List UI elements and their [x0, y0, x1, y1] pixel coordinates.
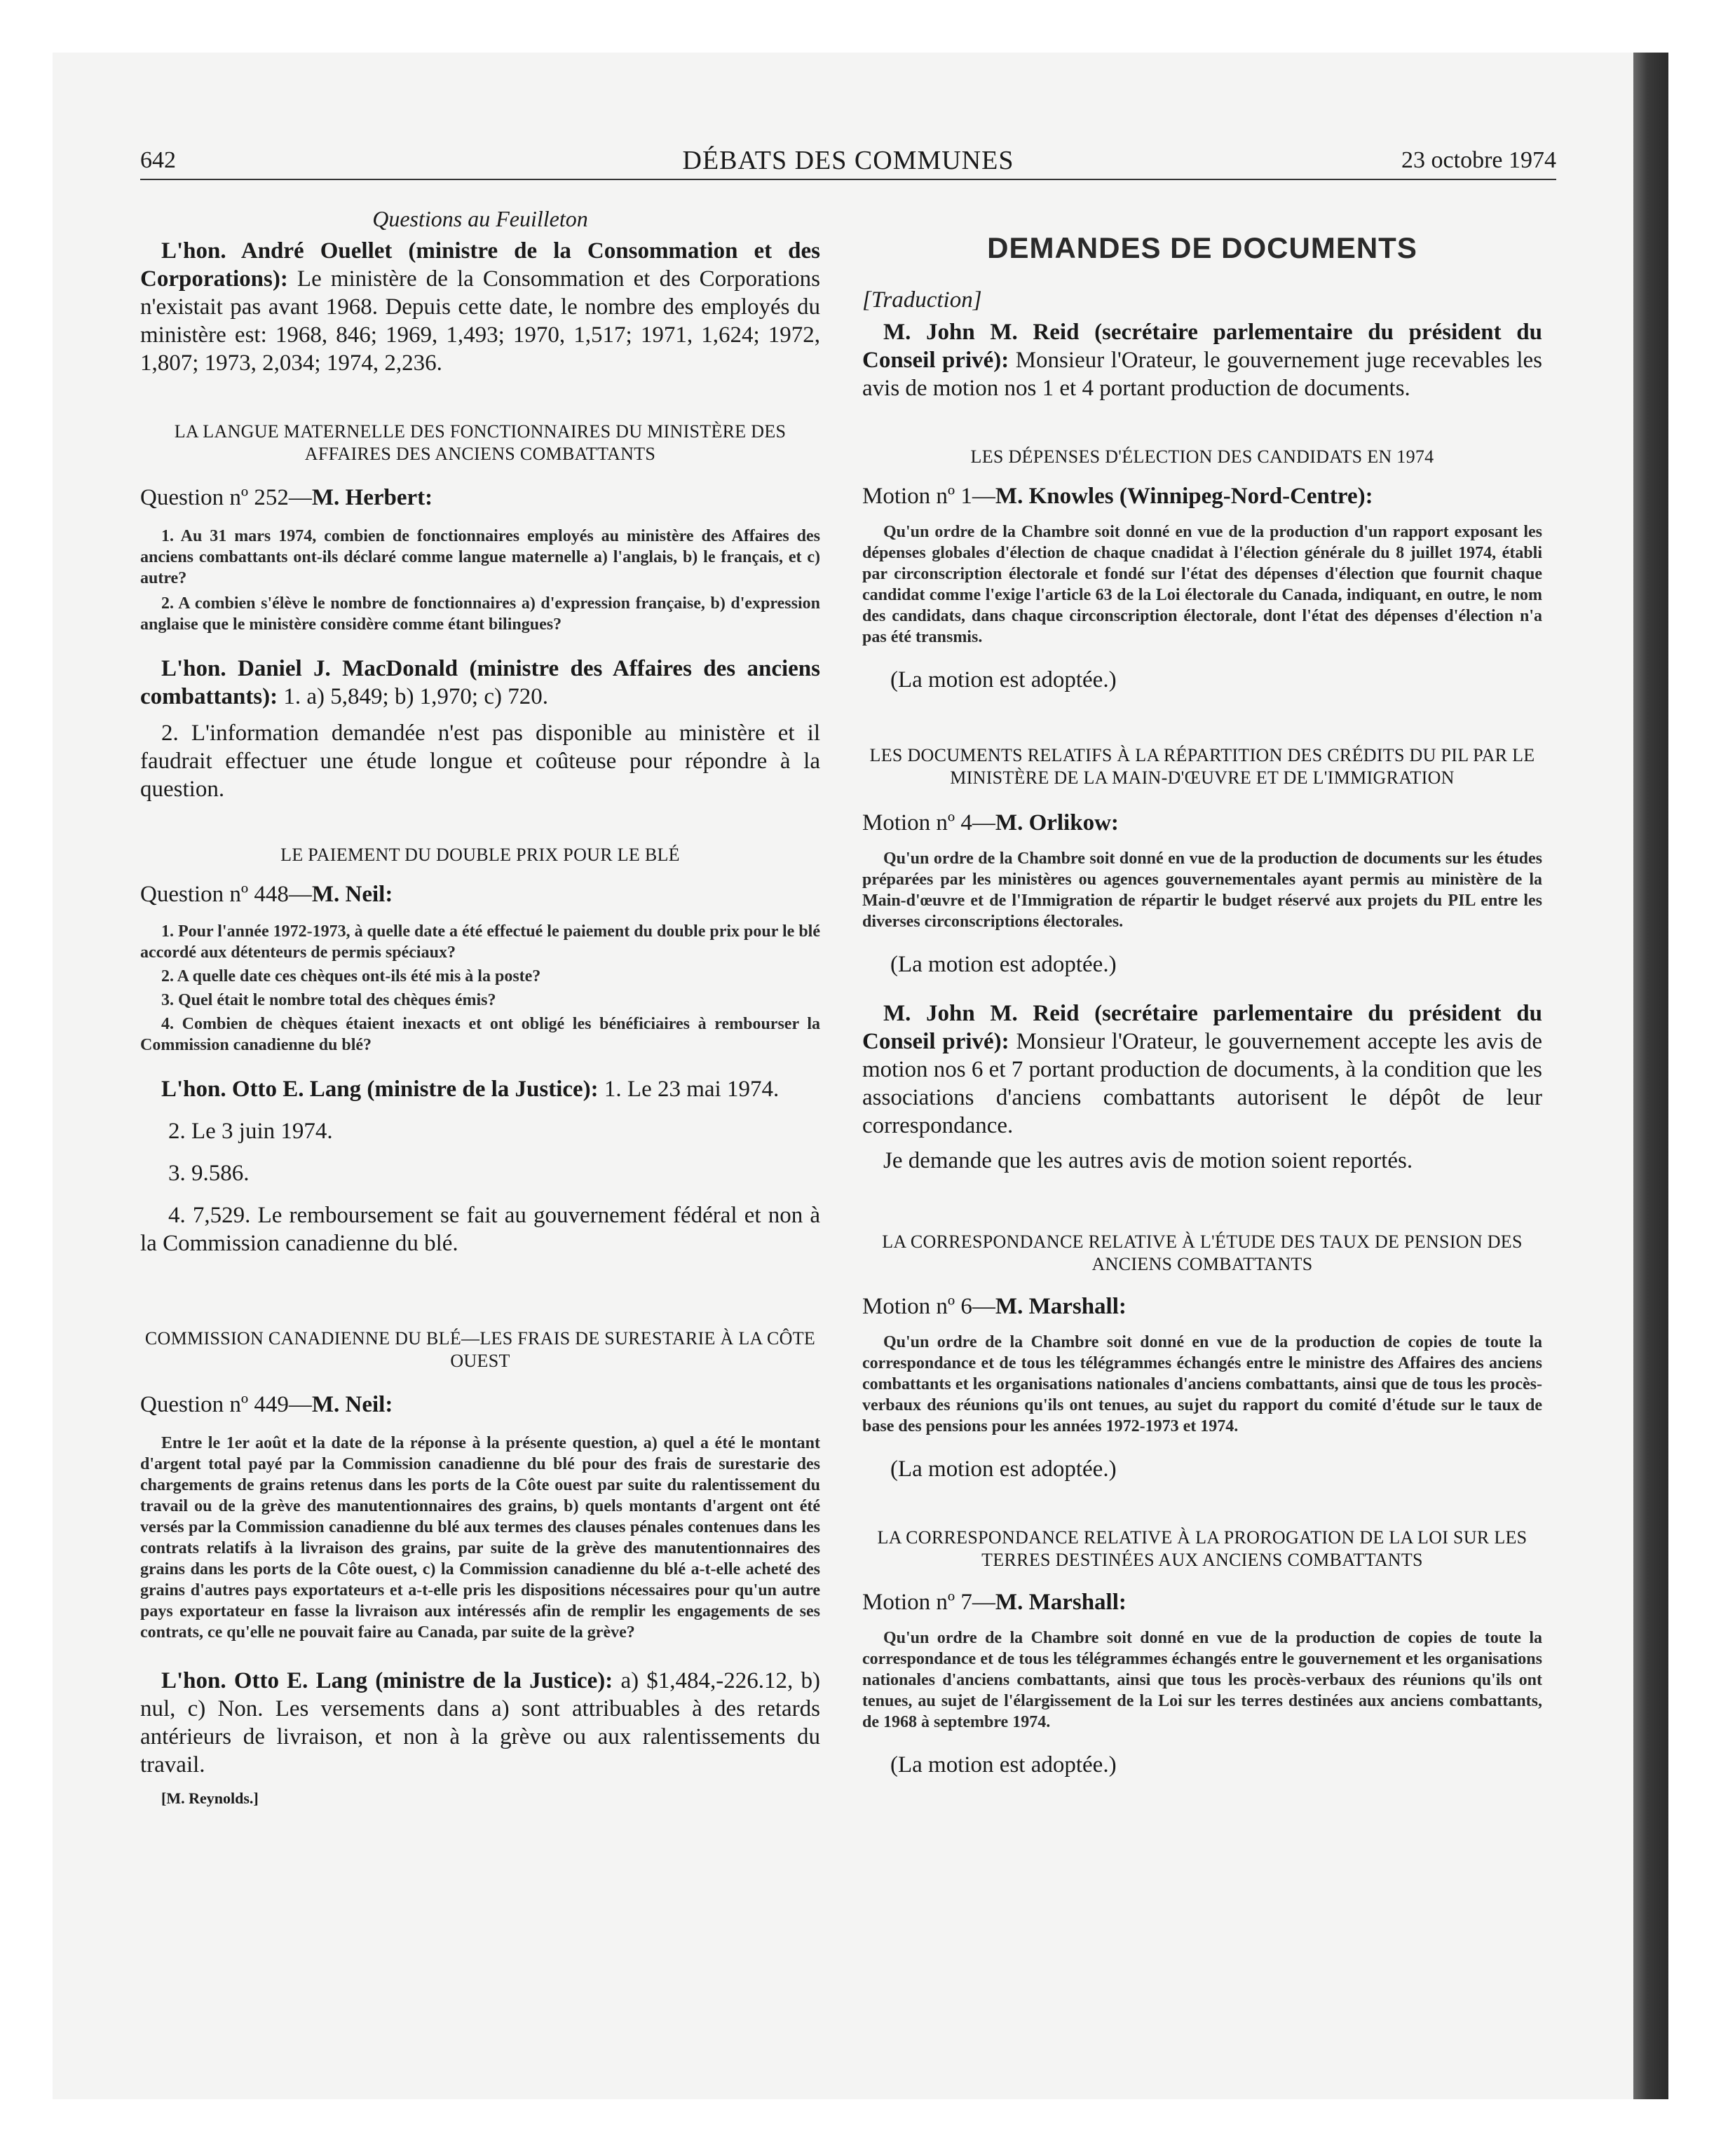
page-number: 642 — [140, 147, 176, 173]
speaker: M. John M. Reid (secrétaire parlementaire du président du Conseil privé): — [862, 320, 1542, 373]
motion-1-heading: Motion nº 1—M. Knowles (Winnipeg-Nord-Centre): — [862, 484, 1373, 509]
question-448-part-3: 3. Quel était le nombre total des chèques émis? — [161, 991, 496, 1009]
speaker: L'hon. André Ouellet (ministre de la Consommation et des Corporations): — [140, 238, 820, 292]
scan-edge-shadow — [1633, 53, 1668, 2099]
question-448-title: LE PAIEMENT DU DOUBLE PRIX POUR LE BLÉ — [280, 845, 680, 865]
reid-statement-2: M. John M. Reid (secrétaire parlementaire du président du Conseil privé): Monsieur l'Orateur, le gouvernement accepte les avis de motion nos 6 et 7 portant production de documents, à la condition que les associations d'anciens combattants autorisent le dépôt de leur correspondance. — [862, 1001, 1542, 1138]
motion-1-title: LES DÉPENSES D'ÉLECTION DES CANDIDATS EN 1974 — [970, 446, 1434, 467]
ouellet-answer: L'hon. André Ouellet (ministre de la Consommation et des Corporations): Le ministère de la Consommation et des Corporations n'existait pas avant 1968. Depuis cette date, le nombre des employés du ministère est: 1968, 846; 1969, 1,493; 1970, 1,517; 1971, 1,624; 1972, 1,807; 1973, 2,034; 1974, 2,236. — [140, 238, 820, 376]
main-section-title: DEMANDES DE DOCUMENTS — [987, 231, 1417, 264]
lang-answer-1-part-2: 2. Le 3 juin 1974. — [168, 1119, 333, 1144]
question-252-heading: Question nº 252—M. Herbert: — [140, 485, 433, 510]
motion-6-heading: Motion nº 6—M. Marshall: — [862, 1294, 1127, 1319]
question-448-part-4: 4. Combien de chèques étaient inexacts et ont obligé les bénéficiaires à rembourser la Commission canadienne du blé? — [140, 1015, 820, 1054]
motion-7-title: LA CORRESPONDANCE RELATIVE À LA PROROGATION DE LA LOI SUR LES TERRES DESTINÉES AUX ANCIENS COMBATTANTS — [877, 1527, 1528, 1570]
speaker: L'hon. Otto E. Lang (ministre de la Justice): — [161, 1077, 599, 1102]
reid-statement-1: M. John M. Reid (secrétaire parlementaire du président du Conseil privé): Monsieur l'Orateur, le gouvernement juge recevables les avis de motion nos 1 et 4 portant production de documents. — [862, 320, 1542, 401]
motion-7-text: Qu'un ordre de la Chambre soit donné en vue de la production de copies de toute la correspondance et de tous les télégrammes échangés entre le gouvernement et les organisations nationales d'anciens combattants, ainsi que tous les procès-verbaux des réunions qu'ils ont tenues, au sujet de l'élargissement de la Loi sur les terres destinées aux anciens combattants, de 1968 à septembre 1974. — [862, 1629, 1542, 1731]
question-448-part-2: 2. A quelle date ces chèques ont-ils été mis à la poste? — [161, 967, 541, 985]
question-449-heading: Question nº 449—M. Neil: — [140, 1392, 393, 1417]
motion-1-text: Qu'un ordre de la Chambre soit donné en vue de la production d'un rapport exposant les dépenses globales d'élection de chaque cnadidat à l'élection générale du 8 juillet 1974, établi par circonscription électorale et fondé sur l'état des dépenses d'élection que fournit chaque candidat comme l'exige l'article 63 de la Loi électorale du Canada, indiquant, en outre, le nom des candidats, dans chaque circonscription électorale, dont l'état des dépenses d'élection n'a pas été transmis. — [862, 523, 1542, 646]
reid-statement-2-part-2: Je demande que les autres avis de motion soient reportés. — [883, 1148, 1413, 1173]
macdonald-answer: L'hon. Daniel J. MacDonald (ministre des Affaires des anciens combattants): 1. a) 5,849; b) 1,970; c) 720. — [140, 656, 820, 709]
lang-answer-2: L'hon. Otto E. Lang (ministre de la Justice): a) $1,484,-226.12, b) nul, c) Non. Les versements dans a) sont attribuables à des retards antérieurs de livraison, et non à la grève ou aux ralentissements du travail. — [140, 1668, 820, 1778]
left-column — [140, 205, 820, 1808]
motion-4-title: LES DOCUMENTS RELATIFS À LA RÉPARTITION DES CRÉDITS DU PIL PAR LE MINISTÈRE DE LA MAIN-D'ŒUVRE ET DE L'IMMIGRATION — [869, 745, 1535, 788]
question-252-part-1: 1. Au 31 mars 1974, combien de fonctionnaires employés au ministère des Affaires des anciens combattants ont-ils déclaré comme langue maternelle a) l'anglais, b) le français, et c) autre? — [140, 527, 820, 587]
speaker: M. John M. Reid (secrétaire parlementaire du président du Conseil privé): — [862, 1001, 1542, 1054]
publication-title: DÉBATS DES COMMUNES — [682, 146, 1014, 175]
question-448-heading: Question nº 448—M. Neil: — [140, 882, 393, 907]
motion-4-heading: Motion nº 4—M. Orlikow: — [862, 810, 1119, 835]
motion-4-adopted: (La motion est adoptée.) — [890, 952, 1117, 977]
question-252-title: LA LANGUE MATERNELLE DES FONCTIONNAIRES DU MINISTÈRE DES AFFAIRES DES ANCIENS COMBATTANTS — [174, 421, 787, 464]
publication-date: 23 octobre 1974 — [1401, 147, 1556, 173]
page-header — [140, 145, 1556, 180]
lang-answer-1-part-4: 4. 7,529. Le remboursement se fait au gouvernement fédéral et non à la Commission canadienne du blé. — [140, 1203, 820, 1256]
speaker: L'hon. Daniel J. MacDonald (ministre des Affaires des anciens combattants): — [140, 656, 820, 709]
motion-7-adopted: (La motion est adoptée.) — [890, 1752, 1117, 1778]
traduction-label: [Traduction] — [862, 287, 982, 313]
footnote: [M. Reynolds.] — [161, 1789, 259, 1807]
macdonald-answer-2: 2. L'information demandée n'est pas disponible au ministère et il faudrait effectuer une étude longue et coûteuse pour répondre à la question. — [140, 721, 820, 802]
motion-6-title: LA CORRESPONDANCE RELATIVE À L'ÉTUDE DES TAUX DE PENSION DES ANCIENS COMBATTANTS — [882, 1231, 1523, 1274]
right-column — [862, 205, 1542, 1779]
motion-6-text: Qu'un ordre de la Chambre soit donné en vue de la production de copies de toute la correspondance et de tous les télégrammes échangés entre le ministre des Affaires des anciens combattants et les organisations nationales d'anciens combattants, ainsi que de tous les procès-verbaux des réunions qu'ils ont tenues, au sujet du rapport du comité d'étude sur le taux de base des pensions pour les années 1972-1973 et 1974. — [862, 1333, 1542, 1435]
section-label: Questions au Feuilleton — [372, 206, 588, 231]
question-448-part-1: 1. Pour l'année 1972-1973, à quelle date a été effectué le paiement du double prix pour le blé accordé aux détenteurs de permis spéciaux? — [140, 922, 820, 962]
question-449-title: COMMISSION CANADIENNE DU BLÉ—LES FRAIS DE SURESTARIE À LA CÔTE OUEST — [144, 1328, 816, 1371]
lang-answer-1: L'hon. Otto E. Lang (ministre de la Justice): 1. Le 23 mai 1974. — [161, 1077, 780, 1102]
speaker: L'hon. Otto E. Lang (ministre de la Justice): — [161, 1668, 613, 1693]
motion-1-adopted: (La motion est adoptée.) — [890, 667, 1117, 692]
motion-4-text: Qu'un ordre de la Chambre soit donné en vue de la production de documents sur les études préparées par les ministères ou agences gouvernementales ayant permis au ministère de la Main-d'œuvre et de l'Immigration de répartir le budget réservé aux projets du PIL entre les diverses circonscriptions électorales. — [862, 850, 1542, 931]
question-252-part-2: 2. A combien s'élève le nombre de fonctionnaires a) d'expression française, b) d'expression anglaise que le ministère considère comme étant bilingues? — [140, 594, 820, 634]
lang-answer-1-part-3: 3. 9.586. — [168, 1161, 250, 1186]
question-449-text: Entre le 1er août et la date de la réponse à la présente question, a) quel a été le montant d'argent total payé par la Commission canadienne du blé pour des frais de surestarie des chargements de grains retenus dans les ports de la Côte ouest par suite du ralentissement du travail ou de la grève des manutentionnaires des grains, b) quels montants d'argent ont été versés par la Commission canadienne du blé aux termes des clauses pénales contenues dans les contrats relatifs à la livraison des grains, par suite de la grève des manutentionnaires des grains dans les ports de la Côte ouest, c) la Commission canadienne du blé a-t-elle acheté des grains d'autres pays exportateurs et a-t-elle pris les dispositions nécessaires pour qu'un autre pays exportateur en fasse la livraison aux intéressés afin de remplir les engagements de ses contrats, ce qu'elle ne pouvait faire au Canada, par suite de la grève? — [140, 1434, 820, 1642]
motion-6-adopted: (La motion est adoptée.) — [890, 1456, 1117, 1482]
motion-7-heading: Motion nº 7—M. Marshall: — [862, 1590, 1127, 1615]
